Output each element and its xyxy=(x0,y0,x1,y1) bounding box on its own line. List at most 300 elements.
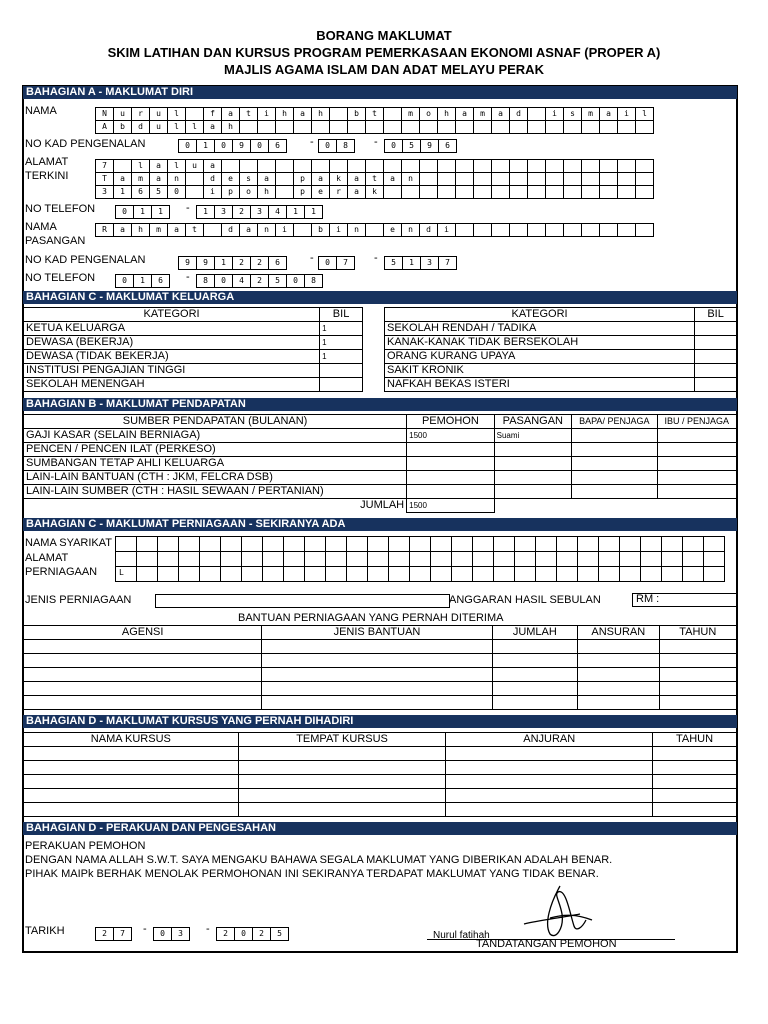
pemohon-cell[interactable] xyxy=(407,443,494,457)
char-box[interactable] xyxy=(599,185,618,199)
ic-part-3[interactable] xyxy=(384,139,457,153)
char-box[interactable]: 0 xyxy=(178,139,197,153)
char-box[interactable] xyxy=(262,551,284,567)
char-box[interactable] xyxy=(388,551,410,567)
table-cell[interactable] xyxy=(446,803,653,817)
char-box[interactable] xyxy=(329,107,348,121)
char-box[interactable] xyxy=(635,120,654,134)
pemohon-cell[interactable] xyxy=(407,457,494,471)
char-box[interactable] xyxy=(527,172,546,186)
char-box[interactable]: 6 xyxy=(268,256,287,270)
char-box[interactable] xyxy=(581,223,600,237)
char-box[interactable] xyxy=(136,551,158,567)
char-box[interactable]: 1 xyxy=(196,139,215,153)
char-box[interactable]: p xyxy=(221,185,240,199)
table-cell[interactable] xyxy=(446,747,653,761)
tarikh-year[interactable] xyxy=(216,927,289,941)
bapa-cell[interactable] xyxy=(572,457,657,471)
char-box[interactable] xyxy=(437,185,456,199)
table-cell[interactable] xyxy=(492,682,577,696)
char-box[interactable]: m xyxy=(131,172,150,186)
table-cell[interactable] xyxy=(24,803,239,817)
char-box[interactable] xyxy=(311,120,330,134)
char-box[interactable]: 0 xyxy=(250,139,269,153)
char-box[interactable]: 3 xyxy=(250,205,269,219)
char-box[interactable] xyxy=(455,185,474,199)
char-box[interactable]: 2 xyxy=(232,205,251,219)
ibu-cell[interactable] xyxy=(657,457,736,471)
bil-cell[interactable]: 1 xyxy=(320,322,363,336)
char-box[interactable] xyxy=(136,566,158,582)
char-box[interactable] xyxy=(617,120,636,134)
char-box[interactable]: l xyxy=(167,120,186,134)
char-box[interactable]: a xyxy=(257,172,276,186)
pemohon-cell[interactable] xyxy=(407,485,494,499)
ic-pasangan-part-3[interactable] xyxy=(384,256,457,270)
char-box[interactable]: 3 xyxy=(420,256,439,270)
bapa-cell[interactable] xyxy=(572,429,657,443)
char-box[interactable]: s xyxy=(239,172,258,186)
char-box[interactable]: i xyxy=(329,223,348,237)
char-box[interactable] xyxy=(203,223,222,237)
char-box[interactable] xyxy=(283,566,305,582)
char-box[interactable] xyxy=(577,566,599,582)
char-box[interactable] xyxy=(275,185,294,199)
char-box[interactable]: a xyxy=(113,172,132,186)
char-box[interactable]: h xyxy=(221,120,240,134)
char-box[interactable] xyxy=(157,536,179,552)
table-cell[interactable] xyxy=(653,747,737,761)
char-box[interactable] xyxy=(113,159,132,173)
jumlah-value[interactable]: 1500 xyxy=(407,499,494,513)
char-box[interactable] xyxy=(455,120,474,134)
char-box[interactable] xyxy=(493,551,515,567)
char-box[interactable]: m xyxy=(581,107,600,121)
char-box[interactable] xyxy=(275,172,294,186)
char-box[interactable] xyxy=(598,536,620,552)
char-box[interactable] xyxy=(563,172,582,186)
char-box[interactable]: a xyxy=(149,159,168,173)
ic-part-1[interactable] xyxy=(178,139,287,153)
char-box[interactable]: 0 xyxy=(286,274,305,288)
char-box[interactable]: 8 xyxy=(336,139,355,153)
table-cell[interactable] xyxy=(578,668,659,682)
char-box[interactable] xyxy=(535,551,557,567)
char-box[interactable] xyxy=(241,536,263,552)
char-box[interactable]: t xyxy=(239,107,258,121)
char-box[interactable] xyxy=(283,551,305,567)
char-box[interactable] xyxy=(661,536,683,552)
char-box[interactable]: a xyxy=(167,223,186,237)
char-box[interactable] xyxy=(346,566,368,582)
char-box[interactable]: R xyxy=(95,223,114,237)
telefon-part-1[interactable] xyxy=(115,205,170,219)
char-box[interactable]: p xyxy=(293,172,312,186)
char-box[interactable]: t xyxy=(365,107,384,121)
char-box[interactable] xyxy=(640,566,662,582)
char-box[interactable]: o xyxy=(239,185,258,199)
char-box[interactable]: 0 xyxy=(318,139,337,153)
char-box[interactable]: u xyxy=(185,159,204,173)
table-cell[interactable] xyxy=(492,668,577,682)
char-box[interactable]: k xyxy=(365,185,384,199)
char-box[interactable]: i xyxy=(545,107,564,121)
char-box[interactable]: n xyxy=(167,172,186,186)
char-box[interactable] xyxy=(220,551,242,567)
char-box[interactable]: i xyxy=(275,223,294,237)
char-box[interactable]: 1 xyxy=(214,256,233,270)
char-box[interactable]: t xyxy=(185,223,204,237)
char-box[interactable] xyxy=(545,223,564,237)
char-box[interactable]: 1 xyxy=(113,185,132,199)
char-box[interactable]: r xyxy=(131,107,150,121)
char-box[interactable] xyxy=(430,551,452,567)
char-box[interactable]: h xyxy=(257,185,276,199)
char-box[interactable] xyxy=(365,120,384,134)
char-box[interactable] xyxy=(311,159,330,173)
char-box[interactable]: 2 xyxy=(250,274,269,288)
char-box[interactable] xyxy=(185,172,204,186)
nama-pasangan-row[interactable] xyxy=(95,223,654,237)
char-box[interactable]: 3 xyxy=(171,927,190,941)
pasangan-cell[interactable] xyxy=(494,443,571,457)
char-box[interactable]: l xyxy=(167,159,186,173)
char-box[interactable] xyxy=(419,120,438,134)
char-box[interactable]: 0 xyxy=(234,927,253,941)
char-box[interactable] xyxy=(577,551,599,567)
char-box[interactable] xyxy=(535,536,557,552)
table-cell[interactable] xyxy=(446,789,653,803)
pemohon-cell[interactable] xyxy=(407,471,494,485)
bil-cell[interactable] xyxy=(320,364,363,378)
char-box[interactable] xyxy=(473,185,492,199)
char-box[interactable] xyxy=(383,120,402,134)
char-box[interactable] xyxy=(491,159,510,173)
char-box[interactable] xyxy=(599,172,618,186)
bil-cell[interactable]: 1 xyxy=(320,350,363,364)
char-box[interactable]: 2 xyxy=(250,256,269,270)
table-cell[interactable] xyxy=(492,696,577,710)
char-box[interactable]: 5 xyxy=(384,256,403,270)
bil-cell[interactable] xyxy=(695,378,737,392)
char-box[interactable] xyxy=(635,223,654,237)
char-box[interactable] xyxy=(419,185,438,199)
char-box[interactable] xyxy=(304,551,326,567)
char-box[interactable] xyxy=(617,185,636,199)
char-box[interactable] xyxy=(599,159,618,173)
char-box[interactable] xyxy=(703,551,725,567)
table-cell[interactable] xyxy=(653,761,737,775)
char-box[interactable]: h xyxy=(437,107,456,121)
char-box[interactable] xyxy=(581,159,600,173)
char-box[interactable] xyxy=(157,551,179,567)
table-cell[interactable] xyxy=(238,747,446,761)
char-box[interactable] xyxy=(703,536,725,552)
char-box[interactable] xyxy=(199,536,221,552)
char-box[interactable] xyxy=(241,566,263,582)
char-box[interactable] xyxy=(682,551,704,567)
char-box[interactable]: d xyxy=(203,172,222,186)
char-box[interactable]: a xyxy=(311,172,330,186)
char-box[interactable]: 9 xyxy=(196,256,215,270)
char-box[interactable] xyxy=(419,159,438,173)
char-box[interactable]: A xyxy=(95,120,114,134)
table-cell[interactable] xyxy=(492,640,577,654)
char-box[interactable]: l xyxy=(185,120,204,134)
char-box[interactable] xyxy=(367,551,389,567)
char-box[interactable] xyxy=(241,551,263,567)
char-box[interactable] xyxy=(581,120,600,134)
char-box[interactable] xyxy=(451,551,473,567)
char-box[interactable]: i xyxy=(257,107,276,121)
char-box[interactable] xyxy=(545,172,564,186)
char-box[interactable]: d xyxy=(509,107,528,121)
char-box[interactable]: 9 xyxy=(232,139,251,153)
table-cell[interactable] xyxy=(446,761,653,775)
char-box[interactable]: h xyxy=(311,107,330,121)
char-box[interactable] xyxy=(556,551,578,567)
char-box[interactable]: o xyxy=(419,107,438,121)
char-box[interactable]: a xyxy=(347,185,366,199)
char-box[interactable]: 0 xyxy=(167,185,186,199)
alamat-row-3[interactable] xyxy=(95,185,654,199)
char-box[interactable] xyxy=(472,536,494,552)
char-box[interactable]: 5 xyxy=(149,185,168,199)
char-box[interactable]: 2 xyxy=(95,927,114,941)
char-box[interactable] xyxy=(365,223,384,237)
char-box[interactable] xyxy=(556,566,578,582)
pasangan-cell[interactable] xyxy=(494,457,571,471)
ibu-cell[interactable] xyxy=(657,471,736,485)
char-box[interactable]: b xyxy=(113,120,132,134)
char-box[interactable] xyxy=(635,172,654,186)
char-box[interactable] xyxy=(239,159,258,173)
char-box[interactable] xyxy=(365,159,384,173)
table-cell[interactable] xyxy=(578,640,659,654)
char-box[interactable]: 0 xyxy=(384,139,403,153)
char-box[interactable] xyxy=(563,159,582,173)
char-box[interactable] xyxy=(527,107,546,121)
char-box[interactable]: a xyxy=(455,107,474,121)
char-box[interactable] xyxy=(346,536,368,552)
tarikh-month[interactable] xyxy=(153,927,190,941)
char-box[interactable]: l xyxy=(635,107,654,121)
char-box[interactable] xyxy=(451,566,473,582)
bil-cell[interactable] xyxy=(695,364,737,378)
char-box[interactable]: n xyxy=(347,223,366,237)
table-cell[interactable] xyxy=(238,789,446,803)
char-box[interactable] xyxy=(401,185,420,199)
telefon-part-2[interactable] xyxy=(196,205,323,219)
table-cell[interactable] xyxy=(24,682,262,696)
char-box[interactable] xyxy=(437,172,456,186)
char-box[interactable]: i xyxy=(617,107,636,121)
char-box[interactable]: a xyxy=(149,172,168,186)
char-box[interactable]: 0 xyxy=(214,274,233,288)
char-box[interactable] xyxy=(514,551,536,567)
char-box[interactable] xyxy=(527,223,546,237)
char-box[interactable] xyxy=(473,159,492,173)
char-box[interactable] xyxy=(527,159,546,173)
char-box[interactable] xyxy=(640,536,662,552)
table-cell[interactable] xyxy=(24,761,239,775)
table-cell[interactable] xyxy=(659,696,736,710)
table-cell[interactable] xyxy=(262,640,492,654)
table-cell[interactable] xyxy=(578,682,659,696)
nama-row-2[interactable] xyxy=(95,120,654,134)
char-box[interactable] xyxy=(491,120,510,134)
char-box[interactable] xyxy=(185,185,204,199)
char-box[interactable]: i xyxy=(203,185,222,199)
char-box[interactable] xyxy=(262,566,284,582)
char-box[interactable]: 1 xyxy=(402,256,421,270)
char-box[interactable]: N xyxy=(95,107,114,121)
char-box[interactable] xyxy=(178,551,200,567)
char-box[interactable]: m xyxy=(473,107,492,121)
char-box[interactable]: 1 xyxy=(286,205,305,219)
char-box[interactable] xyxy=(509,120,528,134)
char-box[interactable] xyxy=(257,159,276,173)
table-cell[interactable] xyxy=(659,654,736,668)
char-box[interactable] xyxy=(220,566,242,582)
ibu-cell[interactable] xyxy=(657,485,736,499)
jenis-perniagaan-field[interactable] xyxy=(155,594,450,608)
char-box[interactable] xyxy=(514,566,536,582)
char-box[interactable] xyxy=(491,185,510,199)
char-box[interactable] xyxy=(239,120,258,134)
ibu-cell[interactable] xyxy=(657,429,736,443)
char-box[interactable] xyxy=(367,536,389,552)
char-box[interactable] xyxy=(262,536,284,552)
char-box[interactable] xyxy=(619,536,641,552)
char-box[interactable]: h xyxy=(275,107,294,121)
char-box[interactable] xyxy=(577,536,599,552)
pasangan-cell[interactable] xyxy=(494,471,571,485)
char-box[interactable] xyxy=(401,120,420,134)
table-cell[interactable] xyxy=(653,803,737,817)
table-cell[interactable] xyxy=(653,789,737,803)
char-box[interactable]: l xyxy=(167,107,186,121)
alamat-row-2[interactable] xyxy=(95,172,654,186)
char-box[interactable]: 9 xyxy=(420,139,439,153)
char-box[interactable] xyxy=(325,536,347,552)
alamat-row-1[interactable] xyxy=(95,159,654,173)
char-box[interactable]: 5 xyxy=(402,139,421,153)
char-box[interactable] xyxy=(527,120,546,134)
char-box[interactable] xyxy=(545,120,564,134)
table-cell[interactable] xyxy=(238,803,446,817)
table-cell[interactable] xyxy=(578,654,659,668)
table-cell[interactable] xyxy=(24,640,262,654)
char-box[interactable] xyxy=(275,120,294,134)
char-box[interactable] xyxy=(509,185,528,199)
char-box[interactable] xyxy=(455,159,474,173)
char-box[interactable] xyxy=(617,159,636,173)
char-box[interactable] xyxy=(430,536,452,552)
char-box[interactable] xyxy=(275,159,294,173)
char-box[interactable] xyxy=(640,551,662,567)
char-box[interactable] xyxy=(493,566,515,582)
char-box[interactable] xyxy=(293,223,312,237)
char-box[interactable]: a xyxy=(491,107,510,121)
char-box[interactable]: t xyxy=(365,172,384,186)
char-box[interactable]: u xyxy=(113,107,132,121)
bapa-cell[interactable] xyxy=(572,471,657,485)
char-box[interactable]: 7 xyxy=(113,927,132,941)
char-box[interactable] xyxy=(430,566,452,582)
char-box[interactable] xyxy=(581,185,600,199)
table-cell[interactable] xyxy=(238,775,446,789)
char-box[interactable] xyxy=(178,566,200,582)
char-box[interactable] xyxy=(472,551,494,567)
char-box[interactable]: 2 xyxy=(252,927,271,941)
char-box[interactable] xyxy=(598,551,620,567)
char-box[interactable] xyxy=(383,185,402,199)
char-box[interactable] xyxy=(221,159,240,173)
char-box[interactable] xyxy=(383,107,402,121)
char-box[interactable] xyxy=(157,566,179,582)
char-box[interactable]: s xyxy=(563,107,582,121)
char-box[interactable]: h xyxy=(131,223,150,237)
table-cell[interactable] xyxy=(653,775,737,789)
char-box[interactable]: a xyxy=(347,172,366,186)
table-cell[interactable] xyxy=(578,696,659,710)
table-cell[interactable] xyxy=(492,654,577,668)
char-box[interactable]: e xyxy=(311,185,330,199)
char-box[interactable] xyxy=(682,566,704,582)
ic-pasangan-part-2[interactable] xyxy=(318,256,355,270)
char-box[interactable]: a xyxy=(113,223,132,237)
char-box[interactable]: k xyxy=(329,172,348,186)
tarikh-day[interactable] xyxy=(95,927,132,941)
table-cell[interactable] xyxy=(659,640,736,654)
char-box[interactable]: d xyxy=(131,120,150,134)
bil-cell[interactable]: 1 xyxy=(320,336,363,350)
table-cell[interactable] xyxy=(24,696,262,710)
char-box[interactable]: 1 xyxy=(304,205,323,219)
char-box[interactable] xyxy=(455,172,474,186)
char-box[interactable] xyxy=(401,159,420,173)
char-box[interactable] xyxy=(563,120,582,134)
char-box[interactable] xyxy=(619,566,641,582)
char-box[interactable]: 1 xyxy=(133,274,152,288)
char-box[interactable]: b xyxy=(347,107,366,121)
char-box[interactable] xyxy=(388,536,410,552)
char-box[interactable]: i xyxy=(437,223,456,237)
char-box[interactable]: 0 xyxy=(214,139,233,153)
char-box[interactable] xyxy=(347,120,366,134)
char-box[interactable]: 0 xyxy=(115,205,134,219)
char-box[interactable] xyxy=(527,185,546,199)
char-box[interactable] xyxy=(220,536,242,552)
char-box[interactable] xyxy=(199,551,221,567)
char-box[interactable]: 2 xyxy=(232,256,251,270)
bil-cell[interactable] xyxy=(320,378,363,392)
char-box[interactable] xyxy=(635,185,654,199)
char-box[interactable]: a xyxy=(203,159,222,173)
table-cell[interactable] xyxy=(238,761,446,775)
bil-cell[interactable] xyxy=(695,336,737,350)
char-box[interactable]: d xyxy=(419,223,438,237)
char-box[interactable] xyxy=(493,536,515,552)
char-box[interactable] xyxy=(329,120,348,134)
char-box[interactable]: 8 xyxy=(304,274,323,288)
table-cell[interactable] xyxy=(262,668,492,682)
char-box[interactable]: l xyxy=(131,159,150,173)
char-box[interactable] xyxy=(451,536,473,552)
char-box[interactable]: 1 xyxy=(151,205,170,219)
char-box[interactable] xyxy=(409,551,431,567)
